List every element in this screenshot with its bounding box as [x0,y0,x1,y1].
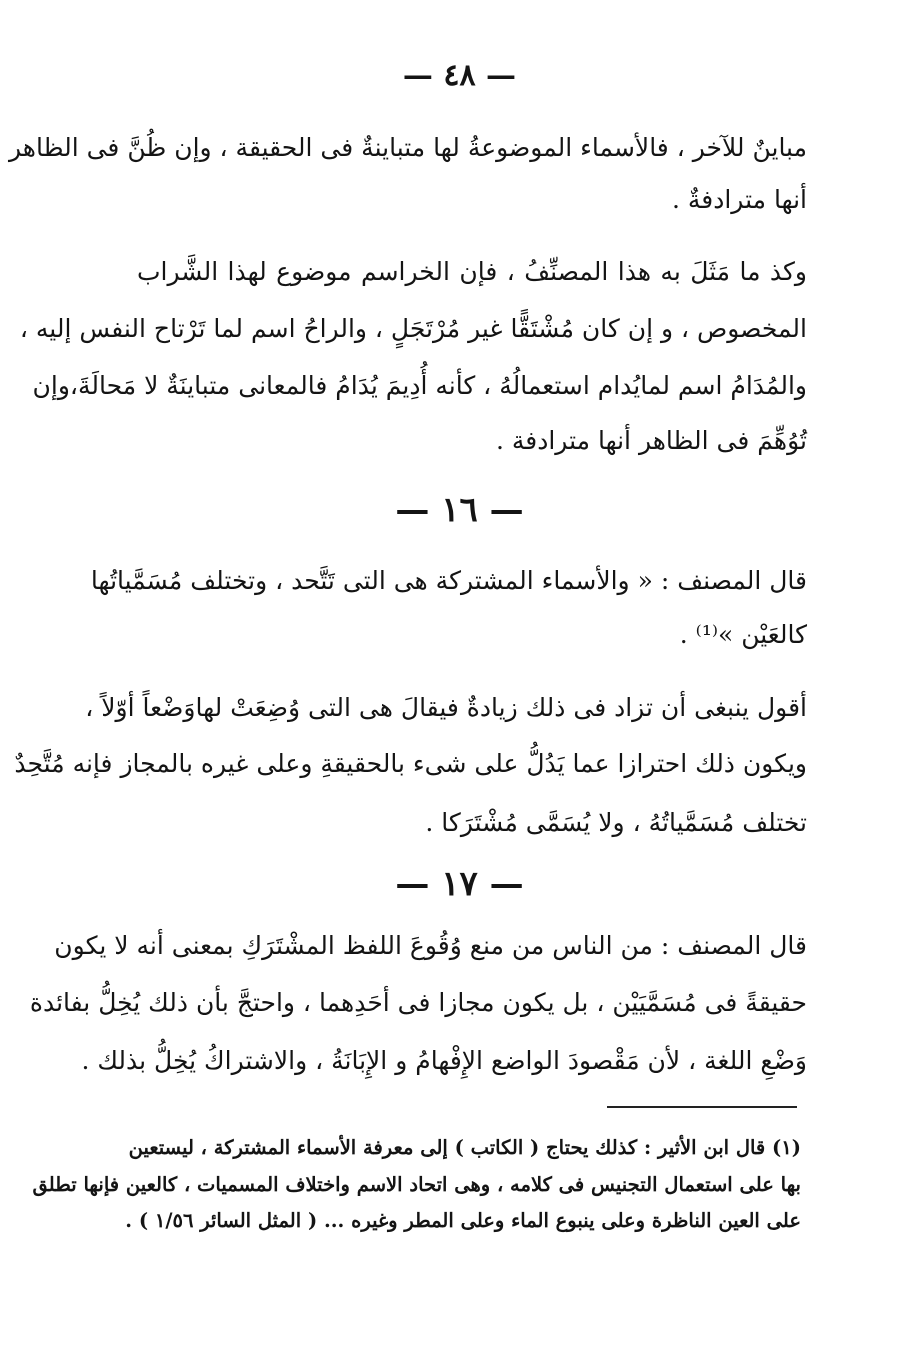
page-number: — ٤٨ — [402,58,517,93]
text-line: والمُدَامُ اسم لمايُدام استعمالُهُ ، كأنه أُدِيمَ يُدَامُ فالمعانى متباينَةٌ لا مَحالَةَ،وإن [32,371,807,400]
footnote-line: على العين الناظرة وعلى ينبوع الماء وعلى المطر وغيره ... ( المثل السائر ١/٥٦ ) . [125,1209,801,1232]
text-line: تُوُهِّمَ فى الظاهر أنها مترادفة . [495,426,807,455]
text-line: قال المصنف : « والأسماء المشتركة هى التى تَتَّحد ، وتختلف مُسَمَّياتُها [90,566,807,595]
text-line: أقول ينبغى أن تزاد فى ذلك زيادةٌ فيقالَ هى التى وُضِعَتْ لهاوَضْعاً أوّلاً ، [85,693,807,722]
text-line: أنها مترادفةٌ . [671,185,807,214]
text-line: ويكون ذلك احترازا عما يَدُلُّ على شىء بالحقيقةِ وعلى غيره بالمجاز فإنه مُتَّحِدٌ [14,749,807,778]
text-line: قال المصنف : من الناس من منع وُقُوعَ اللفظ المشْتَرَكِ بمعنى أنه لا يكون [54,931,807,960]
text-line: مباينٌ للآخر ، فالأسماء الموضوعةُ لها متباينةٌ فى الحقيقة ، وإن ظُنَّ فى الظاهر [8,133,807,162]
section-heading-16: — ١٦ — [395,490,524,530]
text-line: وَضْعِ اللغة ، لأن مَقْصودَ الواضع الإِفْهامُ و الإِبَانَةُ ، والاشتراكُ يُخِلُّ بذلك . [81,1046,807,1075]
text-line: حقيقةً فى مُسَمَّيَيْن ، بل يكون مجازا فى أحَدِهما ، واحتجَّ بأن ذلك يُخِلُّ بفائدة [29,988,807,1017]
text-line: وكذ ما مَثَلَ به هذا المصنِّفُ ، فإن الخراسم موضوع لهذا الشَّراب [137,257,807,286]
section-heading-17: — ١٧ — [395,864,524,904]
footnote-divider [607,1106,797,1108]
footnote-line: (١) قال ابن الأثير : كذلك يحتاج ( الكاتب ) إلى معرفة الأسماء المشتركة ، ليستعين [128,1136,801,1159]
text-line: كالعَيْن »⁽¹⁾ . [679,620,807,649]
text-line: تختلف مُسَمَّياتُهُ ، ولا يُسَمَّى مُشْتَرَكا . [425,808,807,837]
text-line: المخصوص ، و إن كان مُشْتَقًّا غير مُرْتَجَلٍ ، والراحُ اسم لما تَرْتاح النفس إليه ، [19,314,807,343]
footnote-line: بها على استعمال التجنيس فى كلامه ، وهى اتحاد الاسم واختلاف المسميات ، كالعين فإنها تطلق [32,1173,801,1196]
